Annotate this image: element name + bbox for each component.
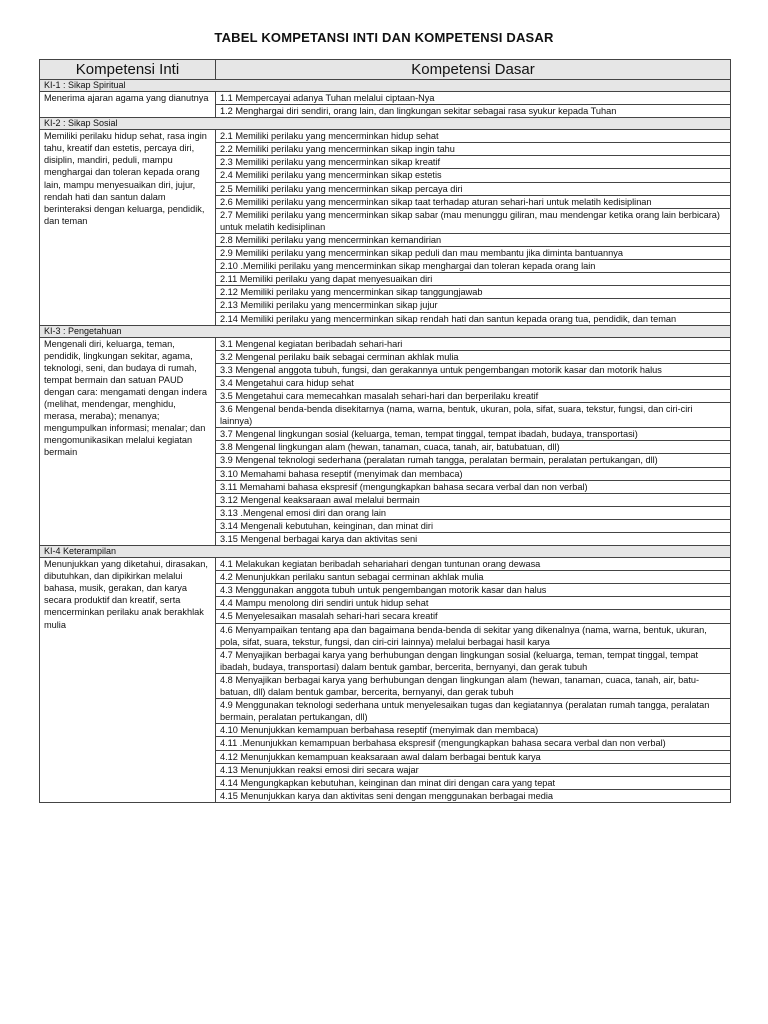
section-header-row [40,118,731,130]
kd-item: 2.12 Memiliki perilaku yang mencerminkan sikap tanggungjawab [216,286,730,299]
ki-description: Mengenali diri, keluarga, teman, pendidik, lingkungan sekitar, agama, teknologi, seni, dan budaya di rumah, tempat bermain dan satuan PAUD dengan cara: mengamati dengan indera (melihat, mendengar, menghidu, merasa, meraba); menanya; mengumpulkan informasi; menalar; dan mengomunikasikan melalui kegiatan bermain [40,337,216,546]
ki-description: Menerima ajaran agama yang dianutnya [40,92,216,118]
kd-item: 3.13 .Mengenal emosi diri dan orang lain [216,507,730,520]
kd-item: 4.2 Menunjukkan perilaku santun sebagai cerminan akhlak mulia [216,571,730,584]
kd-list-cell [216,130,731,325]
kd-list-cell [216,337,731,546]
kd-item: 1.1 Mempercayai adanya Tuhan melalui ciptaan-Nya [216,92,730,105]
kd-item: 2.8 Memiliki perilaku yang mencerminkan kemandirian [216,234,730,247]
page-title: TABEL KOMPETANSI INTI DAN KOMPETENSI DASAR [214,30,554,45]
kd-list [216,130,730,324]
kd-item: 2.2 Memiliki perilaku yang mencerminkan sikap ingin tahu [216,143,730,156]
kd-item: 4.5 Menyelesaikan masalah sehari-hari secara kreatif [216,610,730,623]
kd-item: 2.11 Memiliki perilaku yang dapat menyesuaikan diri [216,273,730,286]
kd-item: 2.14 Memiliki perilaku yang mencerminkan sikap rendah hati dan santun kepada orang tua, pendidik, dan teman [220,313,677,324]
section-label: KI-4 Keterampilan [40,546,731,558]
section-header-row [40,546,731,558]
kd-item: 2.6 Memiliki perilaku yang mencerminkan sikap taat terhadap aturan sehari-hari untuk melatih kedisiplinan [216,196,730,209]
ki-description: Memiliki perilaku hidup sehat, rasa ingin tahu, kreatif dan estetis, percaya diri, disiplin, mandiri, peduli, mampu menghargai dan toleran kepada orang lain, mampu menyesuaikan diri, jujur, rendah hati dan santun dalam berinteraksi dengan keluarga, pendidik, dan teman [40,130,216,325]
kd-item: 2.13 Memiliki perilaku yang mencerminkan sikap jujur [216,299,730,312]
kd-item: 3.14 Mengenali kebutuhan, keinginan, dan minat diri [216,520,730,533]
section-content-row [40,92,731,118]
section-content-row [40,130,731,325]
kd-list [216,92,730,117]
section-label: KI-1 : Sikap Spiritual [40,80,731,92]
kd-item: 3.3 Mengenal anggota tubuh, fungsi, dan gerakannya untuk pengembangan motorik kasar dan motorik halus [216,364,730,377]
kd-item: 1.2 Menghargai diri sendiri, orang lain, dan lingkungan sekitar sebagai rasa syukur kepada Tuhan [220,106,617,117]
kd-item: 4.7 Menyajikan berbagai karya yang berhubungan dengan lingkungan sosial (keluarga, teman, tempat tinggal, tempat ibadah, budaya, transportasi) dalam bentuk gambar, bercerita, bernyanyi, dan gerak tubuh [216,649,730,674]
kd-item: 3.7 Mengenal lingkungan sosial (keluarga, teman, tempat tinggal, tempat ibadah, budaya, transportasi) [216,428,730,441]
kd-item: 3.4 Mengetahui cara hidup sehat [216,377,730,390]
kd-item: 3.11 Memahami bahasa ekspresif (mengungkapkan bahasa secara verbal dan non verbal) [216,481,730,494]
kd-list-cell [216,558,731,803]
kd-item: 4.10 Menunjukkan kemampuan berbahasa reseptif (menyimak dan membaca) [216,724,730,737]
kd-list-cell [216,92,731,118]
kd-item: 3.9 Mengenal teknologi sederhana (peralatan rumah tangga, peralatan bermain, peralatan pertukangan, dll) [216,454,730,467]
kd-item: 3.1 Mengenal kegiatan beribadah sehari-hari [216,338,730,351]
kd-item: 3.10 Memahami bahasa reseptif (menyimak dan membaca) [216,468,730,481]
kd-item: 3.5 Mengetahui cara memecahkan masalah sehari-hari dan berperilaku kreatif [216,390,730,403]
section-content-row [40,337,731,546]
kd-item: 2.1 Memiliki perilaku yang mencerminkan hidup sehat [216,130,730,143]
kd-item: 3.6 Mengenal benda-benda disekitarnya (nama, warna, bentuk, ukuran, pola, sifat, suara, tekstur, fungsi, dan ciri-ciri lainnya) [216,403,730,428]
kd-list [216,558,730,802]
kd-item: 3.2 Mengenal perilaku baik sebagai cerminan akhlak mulia [216,351,730,364]
kd-item: 2.10 .Memiliki perilaku yang mencerminkan sikap menghargai dan toleran kepada orang lain [216,260,730,273]
kd-item: 4.11 .Menunjukkan kemampuan berbahasa ekspresif (mengungkapkan bahasa secara verbal dan non verbal) [216,737,730,750]
kd-item: 4.3 Menggunakan anggota tubuh untuk pengembangan motorik kasar dan halus [216,584,730,597]
section-header-row [40,80,731,92]
kd-item: 4.4 Mampu menolong diri sendiri untuk hidup sehat [216,597,730,610]
header-kompetensi-dasar: Kompetensi Dasar [216,60,731,80]
kd-item: 4.8 Menyajikan berbagai karya yang berhubungan dengan lingkungan alam (hewan, tanaman, cuaca, tanah, air, batu-batuan, dll) dalam bentuk gambar, bercerita, bernyanyi, dan gerak tubuh [216,674,730,699]
kd-item: 3.12 Mengenal keaksaraan awal melalui bermain [216,494,730,507]
kd-item: 4.15 Menunjukkan karya dan aktivitas seni dengan menggunakan berbagai media [220,790,554,801]
section-content-row [40,558,731,803]
kd-item: 4.13 Menunjukkan reaksi emosi diri secara wajar [216,764,730,777]
section-header-row [40,325,731,337]
table-header-row [40,60,731,80]
kd-item: 4.9 Menggunakan teknologi sederhana untuk menyelesaikan tugas dan kegiatannya (peralatan rumah tangga, peralatan bermain, peralatan pertukangan, dll) [216,699,730,724]
ki-description: Menunjukkan yang diketahui, dirasakan, dibutuhkan, dan dipikirkan melalui bahasa, musik, gerakan, dan karya secara produktif dan kreatif, serta mencerminkan perilaku anak berakhlak mulia [40,558,216,803]
kd-item: 2.7 Memiliki perilaku yang mencerminkan sikap sabar (mau menunggu giliran, mau mendengar ketika orang lain berbicara) untuk melatih kedisiplinan [216,209,730,234]
kd-list [216,338,730,546]
kd-item: 4.14 Mengungkapkan kebutuhan, keinginan dan minat diri dengan cara yang tepat [216,777,730,790]
kd-item: 3.8 Mengenal lingkungan alam (hewan, tanaman, cuaca, tanah, air, batubatuan, dll) [216,441,730,454]
header-kompetensi-inti: Kompetensi Inti [40,60,216,80]
kd-item: 4.1 Melakukan kegiatan beribadah sehariahari dengan tuntunan orang dewasa [216,558,730,571]
kd-item: 3.15 Mengenal berbagai karya dan aktivitas seni [220,534,418,544]
section-label: KI-3 : Pengetahuan [40,325,731,337]
kd-item: 2.4 Memiliki perilaku yang mencerminkan sikap estetis [216,169,730,182]
kd-item: 2.3 Memiliki perilaku yang mencerminkan sikap kreatif [216,156,730,169]
kd-item: 2.5 Memiliki perilaku yang mencerminkan sikap percaya diri [216,183,730,196]
kd-item: 2.9 Memiliki perilaku yang mencerminkan sikap peduli dan mau membantu jika diminta bantuannya [216,247,730,260]
table-body [40,80,731,803]
section-label: KI-2 : Sikap Sosial [40,118,731,130]
kd-item: 4.12 Menunjukkan kemampuan keaksaraan awal dalam berbagai bentuk karya [216,751,730,764]
competency-table [39,59,731,803]
kd-item: 4.6 Menyampaikan tentang apa dan bagaimana benda-benda di sekitar yang dikenalnya (nama, warna, bentuk, ukuran, pola, sifat, suara, tekstur, fungsi, dan ciri-ciri lainnya) melalui berbagai hasil karya [216,624,730,649]
